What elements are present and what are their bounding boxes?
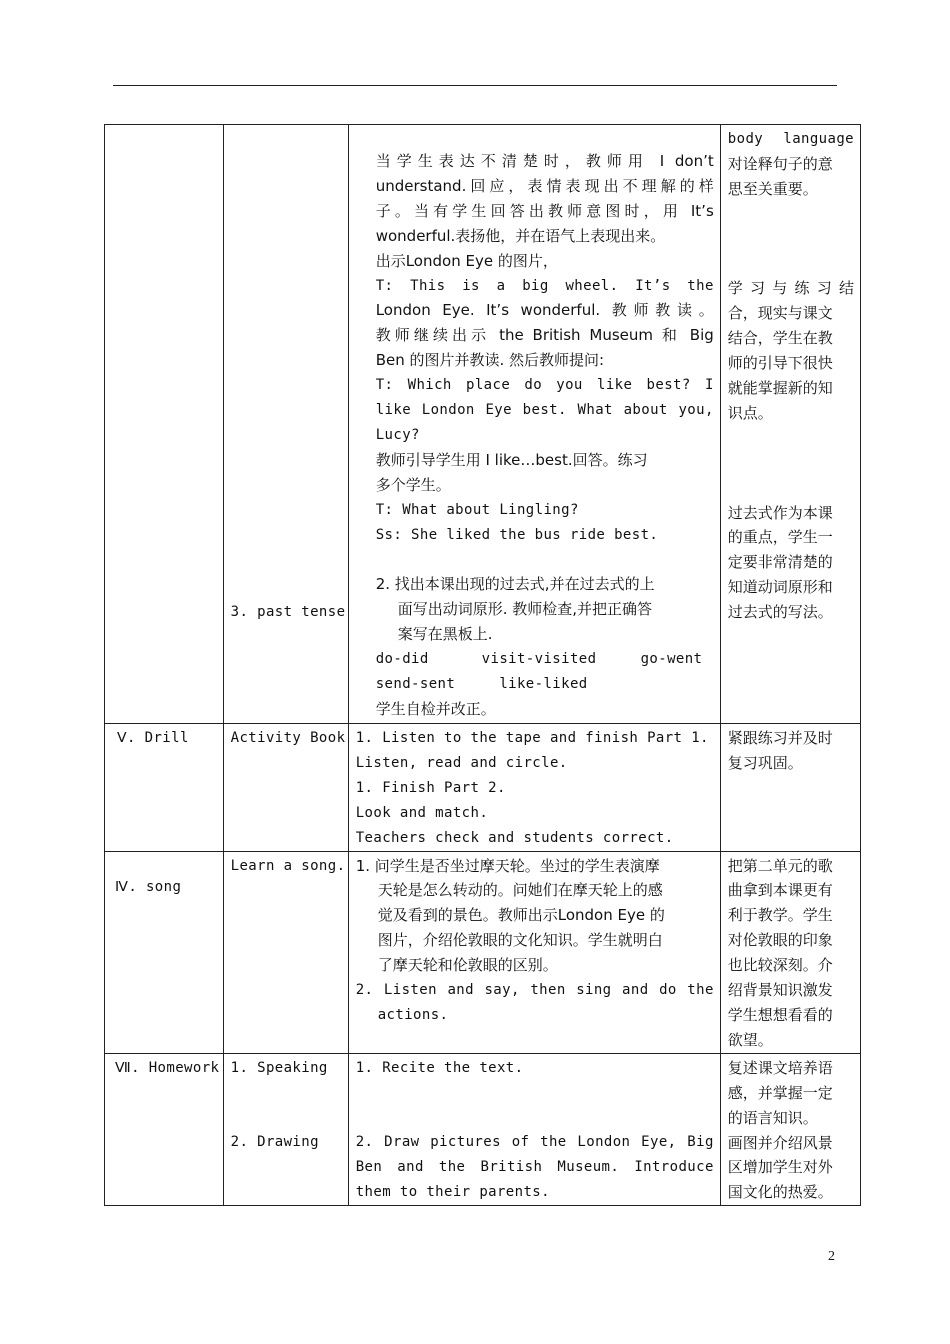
note-line: 对伦敦眼的印象 bbox=[727, 931, 833, 950]
process-cell bbox=[348, 1053, 720, 1205]
header-rule bbox=[113, 85, 837, 86]
note-line: 过去式的写法。 bbox=[727, 603, 833, 622]
process-line: 2. Listen and say, then sing and do the bbox=[355, 982, 714, 999]
process-line: like London Eye best. What about you, bbox=[375, 402, 714, 419]
step-label: Ⅴ. Drill bbox=[117, 730, 189, 746]
process-line: 多个学生。 bbox=[375, 475, 451, 494]
note-line: 利于教学。学生 bbox=[727, 906, 833, 925]
process-line: 出示London Eye 的图片， bbox=[375, 251, 558, 270]
process-line: Teachers check and students correct. bbox=[355, 829, 674, 846]
topic-label: 1. Speaking bbox=[230, 1059, 328, 1076]
process-line: 图片，介绍伦敦眼的文化知识。学生就明白 bbox=[377, 931, 663, 950]
note-line: 知道动词原形和 bbox=[727, 578, 833, 597]
process-line: do-did visit-visited go-went bbox=[375, 651, 703, 668]
note-line: 曲拿到本课更有 bbox=[727, 881, 833, 900]
note-line: 对诠释句子的意 bbox=[727, 154, 833, 173]
process-line: 案写在黑板上. bbox=[397, 625, 493, 644]
note-line: 合，现实与课文 bbox=[727, 304, 833, 323]
note-line: 过去式作为本课 bbox=[727, 503, 833, 522]
topic-label: 3. past tense bbox=[230, 604, 346, 620]
note-line: 紧跟练习并及时 bbox=[727, 729, 833, 747]
notes-cell bbox=[720, 724, 860, 852]
note-line: 学生想想看看的 bbox=[727, 1005, 833, 1024]
note-line: 师的引导下很快 bbox=[727, 354, 833, 373]
process-cell bbox=[348, 724, 720, 852]
table-row bbox=[105, 724, 861, 852]
note-line: 的重点，学生一 bbox=[727, 528, 833, 547]
table-row bbox=[105, 125, 861, 724]
notes-cell bbox=[720, 1053, 860, 1205]
note-line: 复习巩固。 bbox=[727, 753, 803, 772]
topic-cell bbox=[223, 125, 348, 724]
process-line: 教师继续出示 the British Museum 和 Big bbox=[375, 326, 714, 345]
process-line: T: Which place do you like best? I bbox=[375, 377, 714, 394]
note-line: 结合，学生在教 bbox=[727, 329, 833, 348]
topic-label: 2. Drawing bbox=[230, 1134, 319, 1151]
topic-cell bbox=[223, 724, 348, 852]
process-line: London Eye. It’s wonderful. 教师教读。 bbox=[375, 301, 714, 320]
note-line: 的语言知识。 bbox=[727, 1108, 818, 1127]
notes-cell bbox=[720, 125, 860, 724]
step-cell bbox=[105, 125, 224, 724]
process-line: 2. Draw pictures of the London Eye, Big bbox=[355, 1134, 714, 1151]
note-line: 绍背景知识激发 bbox=[727, 981, 833, 1000]
process-line: Ben and the British Museum. Introduce bbox=[355, 1159, 714, 1176]
process-line: actions. bbox=[377, 1006, 449, 1023]
topic-label: Learn a song. bbox=[230, 857, 346, 874]
process-line: 了摩天轮和伦敦眼的区别。 bbox=[377, 956, 558, 975]
process-line: 觉及看到的景色。教师出示London Eye 的 bbox=[377, 906, 665, 925]
process-line: Ben 的图片并教读. 然后教师提问: bbox=[375, 351, 605, 370]
step-label: Ⅶ. Homework bbox=[115, 1059, 220, 1076]
notes-cell bbox=[720, 851, 860, 1053]
step-cell bbox=[105, 724, 224, 852]
table-row bbox=[105, 851, 861, 1053]
step-cell bbox=[105, 851, 224, 1053]
note-line: 学习与练习结 bbox=[727, 279, 854, 298]
note-line: body language bbox=[727, 131, 854, 147]
note-line: 定要非常清楚的 bbox=[727, 553, 833, 572]
process-line: T: This is a big wheel. It’s the bbox=[375, 277, 714, 294]
note-line: 画图并介绍风景 bbox=[727, 1133, 833, 1152]
process-cell bbox=[348, 851, 720, 1053]
process-line: Ss: She liked the bus ride best. bbox=[375, 526, 659, 543]
process-line: understand.回应，表情表现出不理解的样 bbox=[375, 176, 714, 195]
process-line: wonderful.表扬他，并在语气上表现出来。 bbox=[375, 226, 666, 245]
process-line: 当学生表达不清楚时，教师用 I don’t bbox=[375, 152, 714, 170]
topic-cell bbox=[223, 1053, 348, 1205]
topic-label: Activity Book bbox=[230, 730, 346, 746]
note-line: 也比较深刻。介 bbox=[727, 956, 833, 975]
note-line: 欲望。 bbox=[727, 1030, 773, 1049]
page-number: 2 bbox=[828, 1249, 835, 1264]
note-line: 就能掌握新的知 bbox=[727, 379, 833, 398]
table-row bbox=[105, 1053, 861, 1205]
note-line: 思至关重要。 bbox=[727, 179, 818, 198]
process-line: 1. Listen to the tape and finish Part 1. bbox=[355, 730, 709, 746]
process-line: Listen, read and circle. bbox=[355, 754, 568, 771]
process-line: 1. Finish Part 2. bbox=[355, 779, 506, 796]
process-line: T: What about Lingling? bbox=[375, 501, 579, 518]
note-line: 国文化的热爱。 bbox=[727, 1183, 833, 1202]
process-line: 教师引导学生用 I like…best.回答。练习 bbox=[375, 450, 648, 469]
process-line: 2. 找出本课出现的过去式,并在过去式的上 bbox=[375, 575, 655, 594]
process-cell bbox=[348, 125, 720, 724]
process-line: 子。当有学生回答出教师意图时，用 It’s bbox=[375, 201, 714, 220]
lesson-plan-table bbox=[104, 124, 861, 1206]
process-line: them to their parents. bbox=[355, 1184, 550, 1201]
process-line: send-sent like-liked bbox=[375, 676, 588, 693]
process-line: Lucy? bbox=[375, 426, 420, 443]
note-line: 区增加学生对外 bbox=[727, 1158, 833, 1177]
note-line: 识点。 bbox=[727, 403, 773, 422]
note-line: 把第二单元的歌 bbox=[727, 856, 833, 875]
note-line: 复述课文培养语 bbox=[727, 1058, 833, 1077]
process-line: 1. 问学生是否坐过摩天轮。坐过的学生表演摩 bbox=[355, 856, 660, 875]
process-line: 面写出动词原形. 教师检查,并把正确答 bbox=[397, 600, 653, 619]
note-line: 感，并掌握一定 bbox=[727, 1083, 833, 1102]
process-line: Look and match. bbox=[355, 804, 489, 821]
step-label: Ⅳ. song bbox=[115, 878, 182, 895]
topic-cell bbox=[223, 851, 348, 1053]
step-cell bbox=[105, 1053, 224, 1205]
process-line: 天轮是怎么转动的。问她们在摩天轮上的感 bbox=[377, 881, 663, 900]
process-line: 1. Recite the text. bbox=[355, 1059, 524, 1076]
process-line: 学生自检并改正。 bbox=[375, 699, 496, 718]
